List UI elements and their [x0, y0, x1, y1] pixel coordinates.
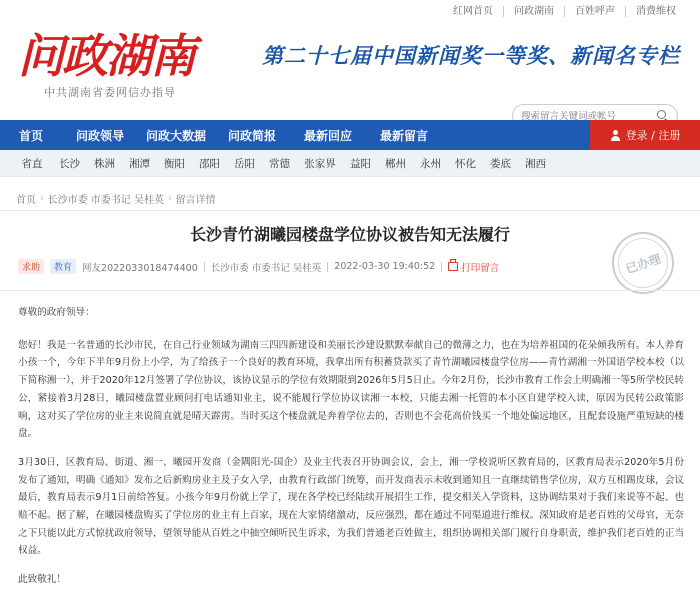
toplink-baixing[interactable]: 百姓呼声: [564, 6, 625, 17]
divider: [441, 262, 442, 272]
login-label: 登录 / 注册: [625, 129, 681, 142]
city-shengzhi[interactable]: 省直: [21, 157, 43, 170]
breadcrumb-current: 留言详情: [175, 195, 216, 206]
city-changsha[interactable]: 长沙: [59, 157, 80, 170]
site-logo[interactable]: 问政湖南: [18, 29, 194, 83]
city-loudi[interactable]: 娄底: [490, 157, 511, 170]
message-time: 2022-03-30 19:40:52: [334, 261, 436, 272]
divider: [0, 290, 700, 291]
message-target[interactable]: 长沙市委 市委书记 吴桂英: [210, 262, 322, 274]
city-yongzhou[interactable]: 永州: [420, 157, 441, 170]
top-links: [0, 0, 700, 22]
page-title: 长沙青竹湖曦园楼盘学位协议被告知无法履行: [189, 225, 510, 244]
toplink-wenzheng[interactable]: 问政湖南: [503, 6, 564, 17]
city-xiangtan[interactable]: 湘潭: [129, 157, 150, 170]
nav-briefing[interactable]: 问政简报: [227, 128, 276, 143]
nav-home[interactable]: 首页: [18, 128, 43, 143]
breadcrumb-target[interactable]: 长沙市委 市委书记 吴桂英: [47, 195, 164, 206]
breadcrumb-home[interactable]: 首页: [16, 195, 36, 206]
print-label: 打印留言: [461, 262, 500, 274]
paragraph-salutation: 尊敬的政府领导：: [18, 307, 95, 318]
message-meta: [18, 259, 499, 274]
login-button[interactable]: [590, 120, 700, 150]
city-zhangjiajie[interactable]: 张家界: [304, 157, 336, 170]
main-nav: [0, 120, 700, 150]
status-stamp-label: 已办理: [623, 251, 663, 276]
award-slogan: 第二十七届中国新闻奖一等奖、新闻名专栏: [262, 43, 680, 68]
toplink-homepage[interactable]: 红网首页: [453, 5, 493, 17]
site-subtitle: 中共湖南省委网信办指导: [44, 86, 176, 99]
city-xiangxi[interactable]: 湘西: [525, 157, 546, 170]
chevron-right-icon: ›: [167, 193, 172, 204]
nav-latest-messages[interactable]: 最新留言: [379, 128, 428, 143]
divider: [0, 210, 700, 211]
nav-leaders[interactable]: 问政领导: [75, 128, 124, 143]
user-icon: [610, 130, 621, 141]
printer-icon: [448, 262, 458, 271]
nav-bigdata[interactable]: 问政大数据: [145, 128, 206, 143]
city-nav: [0, 150, 700, 177]
city-chenzhou[interactable]: 郴州: [385, 157, 406, 170]
city-huaihua[interactable]: 怀化: [455, 157, 476, 170]
paragraph: 您好！我是一名普通的长沙市民，在自己行业领域为湖南三四四新建设和美丽长沙建设默默奉献自己的微薄之力，也在为培养祖国的花朵倾我所有。本人养育小孩一个，今年下半年9月份上小学，为了给孩子一个良好的教育环境，我拿出所有积蓄贷款买了青竹湖曦园楼盘学位房——青竹湖湘一外国语学校本校（以下简称湘一），并于2020年12月签署了学位协议，该协议显示的学位有效期限到2026年5月5日止。今年2月份，长沙市教育工作会上明确湘一等5所学校民转公，紧接着3月28日，曦园楼盘置业顾问打电话通知业主，说不能履行学位协议读湘一本校，只能去湘一托管的本小区自建学校入读，原因为民转公政策影响，这对买了学位房的业主来说简直就是晴天霹雳。当时买这个楼盘就是奔着学位去的，否则也不会花高价钱买一个地处偏远地区，且配套设施严重短缺的楼盘。: [18, 339, 684, 440]
city-hengyang[interactable]: 衡阳: [164, 157, 185, 170]
author-id: 网友2022033018474400: [82, 262, 198, 274]
city-zhuzhou[interactable]: 株洲: [94, 157, 115, 170]
city-changde[interactable]: 常德: [269, 157, 290, 170]
tag-help: 求助: [18, 259, 44, 274]
nav-latest-replies[interactable]: 最新回应: [303, 128, 352, 143]
paragraph: 3月30日，区教育局、街道、湘一、曦园开发商（金隅阳光-国企）及业主代表召开协调会议，会上，湘一学校说听区教育局的，区教育局表示2020年5月份发布了通知，明确《通知》发布之后新购房业主及子女入学，由教育行政部门统筹，而开发商表示未收到通知且一直继续销售学位房，双方互相踢皮球，会议最后，教育局表示9月1日前给答复。小孩今年9月份就上学了，现在各学校已经陆续开展招生工作，提交相关入学资料，这协调结果对于我们来说等不起、也赔不起。据了解，在曦园楼盘购买了学位房的业主有上百家，现在大家情绪激动，反应强烈，都在通过不同渠道进行维权。深知政府是老百姓的父母官，无奈之下只能以此方式惊扰政府领导，望领导能从百姓之中抽空倾听民生诉求，为我们普通老百姓做主，组织协调相关部门履行自身职责，维护我们老百姓的正当权益。: [18, 456, 684, 557]
print-button[interactable]: [448, 260, 499, 274]
header-banner: [0, 22, 700, 120]
paragraph-closing: 此致敬礼！: [18, 574, 66, 586]
tag-education: 教育: [50, 259, 76, 274]
chevron-right-icon: ›: [40, 193, 44, 204]
divider: [204, 262, 205, 272]
city-yueyang[interactable]: 岳阳: [234, 157, 255, 170]
toplink-consumer[interactable]: 消费维权: [625, 6, 686, 17]
message-body: [18, 304, 684, 600]
breadcrumb: [16, 191, 216, 206]
city-yiyang[interactable]: 益阳: [350, 157, 371, 170]
city-shaoyang[interactable]: 邵阳: [199, 157, 220, 170]
divider: [327, 262, 328, 272]
